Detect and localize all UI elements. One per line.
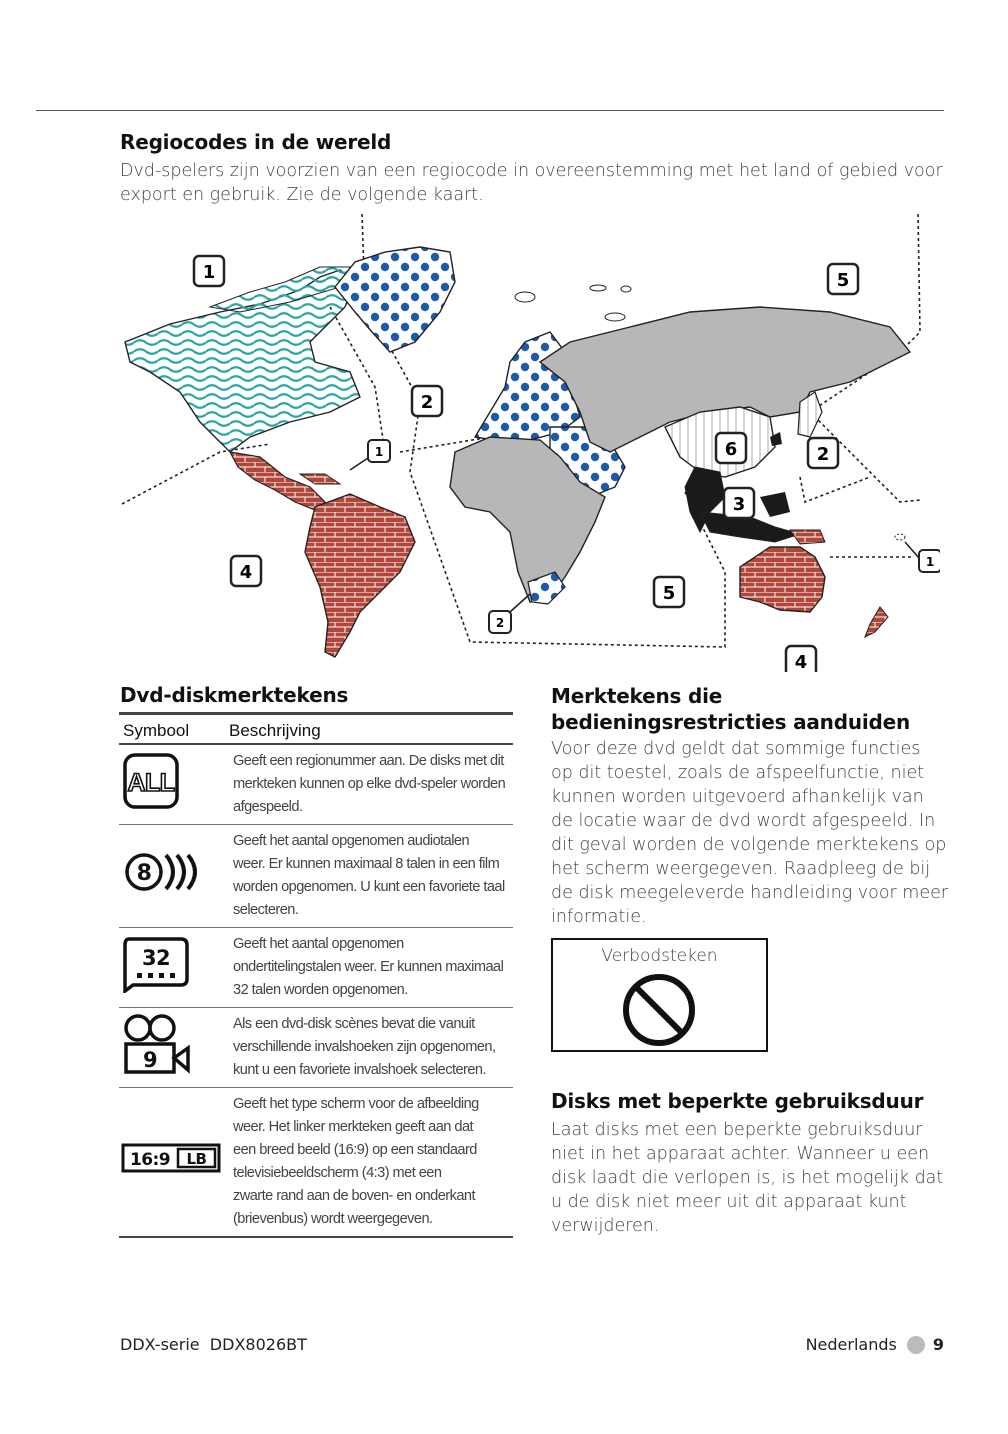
page-dot-icon: [907, 1336, 925, 1354]
region-4-south-america: [305, 494, 415, 657]
camera-angle-icon: [122, 1012, 194, 1076]
table-row: [119, 1088, 513, 1238]
subtitles-icon: [121, 935, 191, 993]
map-label-3-southeast-asia: [724, 488, 754, 518]
limited-discs-text: Laat disks met een beperkte gebruiksduur niet in het apparaat achter. Wanneer u een disk laadt die verlopen is, is het mogelijk dat u de disk niet meer uit dit apparaat kunt verwijderen.: [551, 1120, 944, 1236]
svg-text:ALL: ALL: [127, 768, 175, 797]
section-title-region-codes: Regiocodes in de wereld: [120, 130, 392, 154]
map-label-1-pacific: [919, 550, 940, 572]
footer-model: DDX-serie DDX8026BT: [120, 1335, 307, 1354]
description-cell: Geeft het aantal opgenomen ondertitelingstalen weer. Er kunnen maximaal 32 talen worden opgenomen.: [225, 928, 513, 1008]
section-title-limited-discs: Disks met beperkte gebruiksduur: [551, 1089, 924, 1113]
region-4-australia: [740, 547, 825, 612]
map-label-2-japan: [808, 438, 838, 468]
map-label-5-russia: [828, 264, 858, 294]
prohibition-icon: [619, 970, 699, 1050]
map-label-4-south-america: [231, 556, 261, 586]
map-label-1-north: [194, 256, 224, 286]
footer-page: Nederlands 9: [805, 1335, 944, 1354]
svg-text:8: 8: [136, 861, 152, 886]
all-region-icon: [122, 751, 182, 811]
region-2-greenland: [335, 247, 455, 352]
top-rule: [36, 110, 944, 111]
audio-tracks-icon: [122, 847, 206, 897]
svg-text:3: 3: [732, 494, 746, 515]
symbol-cell: [119, 744, 225, 825]
svg-text:1: 1: [202, 262, 216, 283]
column-header-description: Beschrijving: [229, 721, 321, 740]
description-cell: Geeft het aantal opgenomen audiotalen weer. Er kunnen maximaal 8 talen in een film worden opgenomen. U kunt een favoriete taal selecteren.: [225, 825, 513, 928]
table-row: [119, 1008, 513, 1088]
section-title-disc-marks: Dvd-diskmerktekens: [120, 683, 349, 707]
svg-text:5: 5: [836, 270, 850, 291]
svg-text:4: 4: [794, 652, 808, 672]
map-label-5-africa: [654, 577, 684, 607]
table-row: [119, 928, 513, 1008]
prohibition-sign-label: Verbodsteken: [601, 946, 718, 966]
svg-text:1: 1: [374, 445, 384, 459]
svg-text:32: 32: [141, 945, 171, 970]
map-label-2-south-africa: [489, 611, 511, 633]
map-label-6-china: [716, 433, 746, 463]
map-label-1-small: [368, 440, 390, 462]
svg-text:4: 4: [239, 562, 253, 583]
prohibition-sign-box: [551, 938, 768, 1052]
restriction-marks-text: Voor deze dvd geldt dat sommige functies op dit toestel, zoals de afspeelfunctie, niet kunnen worden uitgevoerd afhankelijk van de locatie waar de dvd wordt afgespeeld. In dit geval worden de volgende merktekens op het scherm weergegeven. Raadpleeg de bij de disk meegeleverde handleiding voor meer informatie.: [551, 739, 949, 927]
description-cell: Geeft een regionummer aan. De disks met dit merkteken kunnen op elke dvd-speler worden afgespeeld.: [225, 744, 513, 825]
svg-text:2: 2: [420, 392, 434, 413]
symbol-cell: [119, 1008, 225, 1088]
svg-text:16:9: 16:9: [129, 1150, 171, 1170]
svg-text:9: 9: [142, 1047, 158, 1072]
svg-text:2: 2: [816, 444, 830, 465]
section-title-restriction-marks: Merktekens die bedieningsrestricties aanduiden: [551, 684, 911, 734]
table-row: [119, 744, 513, 825]
svg-text:6: 6: [724, 439, 738, 460]
description-cell: Geeft het type scherm voor de afbeelding weer. Het linker merkteken geeft aan dat een breed beeld (16:9) op een standaard televisiebeeldscherm (4:3) met een zwarte rand aan de boven- en onderkant (brievenbus) wordt weergegeven.: [225, 1088, 513, 1238]
table-row: [119, 825, 513, 928]
region-codes-intro: Dvd-spelers zijn voorzien van een regiocode in overeenstemming met het land of gebied voor export en gebruik. Zie de volgende kaart.: [120, 161, 943, 205]
screen-ratio-icon: [121, 1142, 221, 1174]
map-label-2-europe: [412, 386, 442, 416]
symbol-cell: [119, 825, 225, 928]
svg-text:LB: LB: [186, 1150, 207, 1168]
svg-text:2: 2: [495, 616, 505, 630]
column-header-symbol: Symbool: [123, 721, 190, 740]
symbol-cell: [119, 928, 225, 1008]
description-cell: Als een dvd-disk scènes bevat die vanuit verschillende invalshoeken zijn opgenomen, kunt u een favoriete invalshoek selecteren.: [225, 1008, 513, 1088]
map-label-4-oceania: [786, 646, 816, 672]
svg-text:1: 1: [925, 555, 935, 569]
disc-marks-table: [119, 712, 513, 1238]
svg-text:5: 5: [662, 583, 676, 604]
region-world-map: [110, 212, 940, 672]
symbol-cell: [119, 1088, 225, 1238]
